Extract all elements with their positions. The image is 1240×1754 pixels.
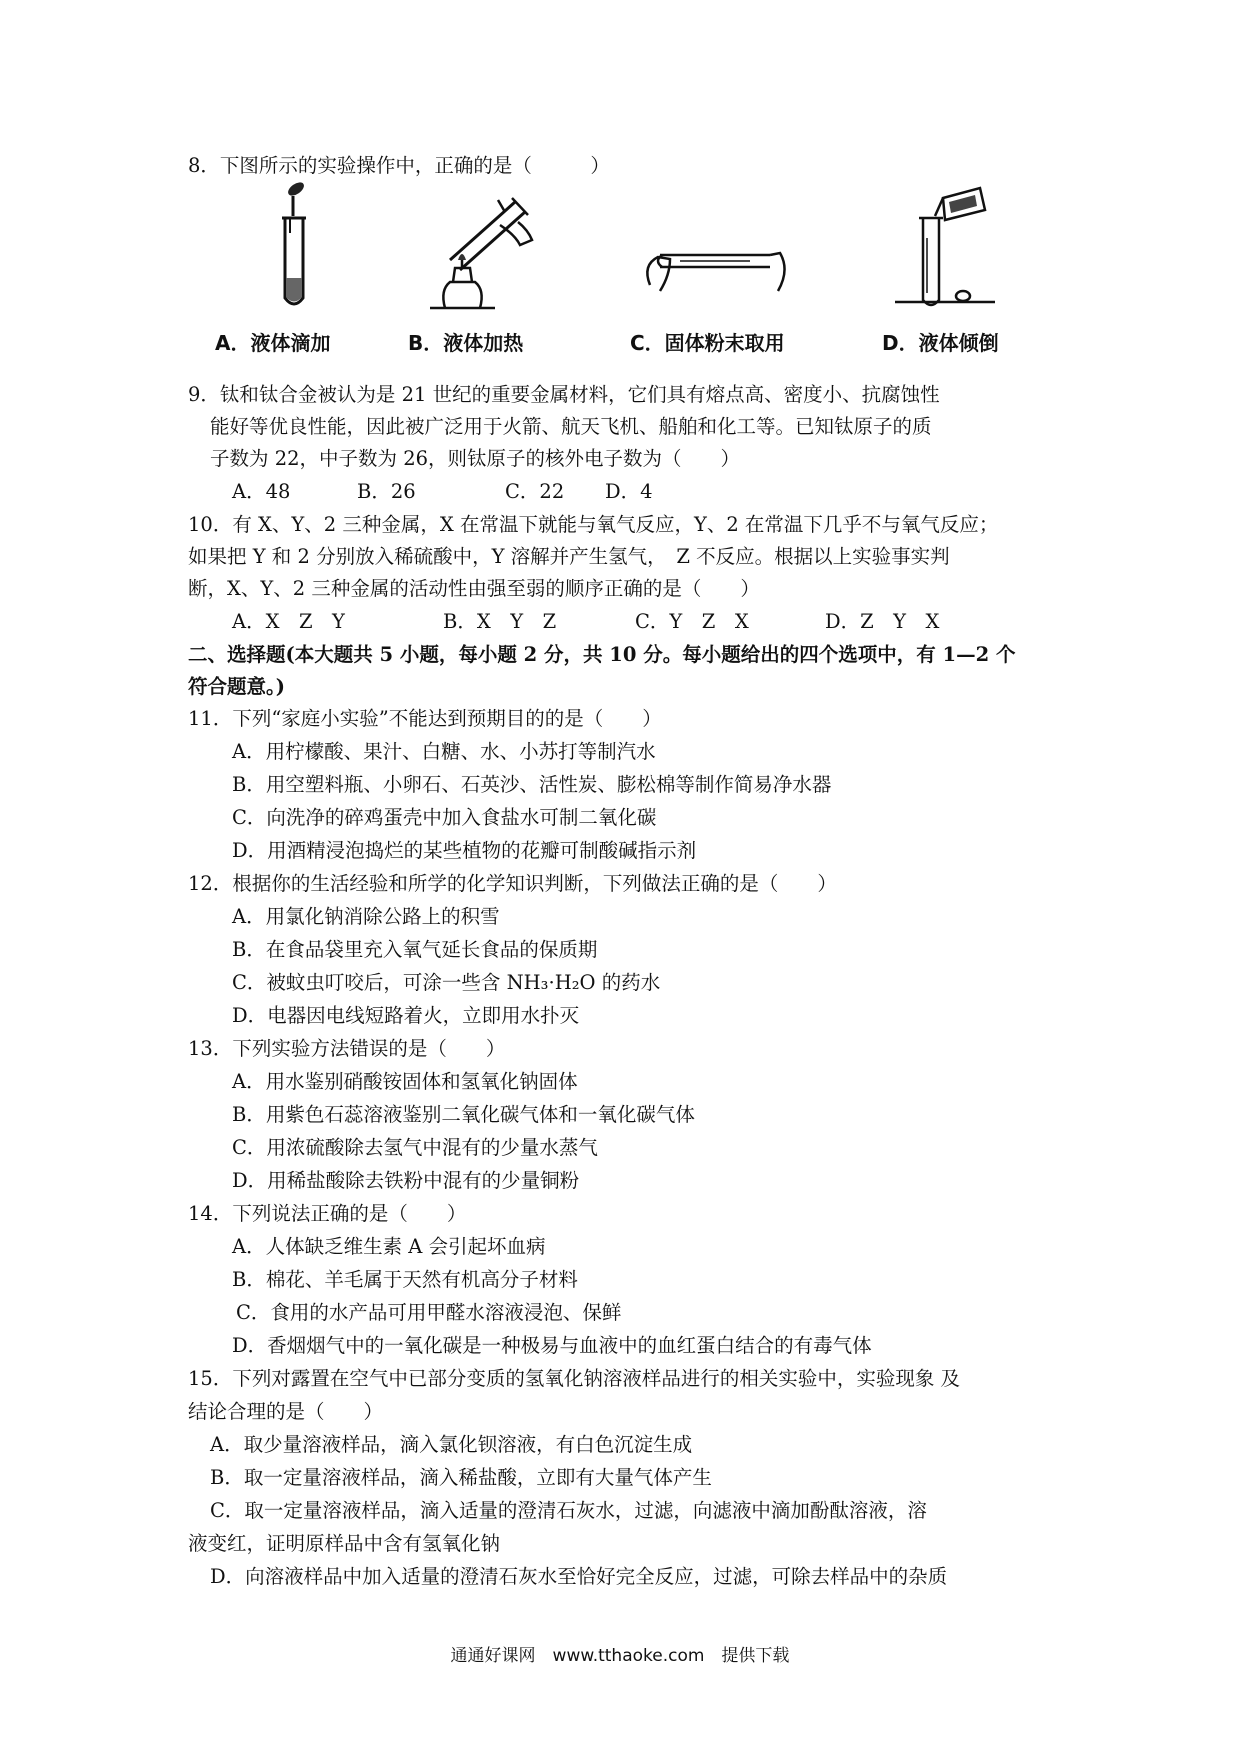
q9-option-d: D．4 [605, 480, 653, 503]
q9-line-1: 9．钛和钛合金被认为是 21 世纪的重要金属材料，它们具有熔点高、密度小、抗腐蚀性 [188, 383, 940, 406]
q9-option-c: C．22 [505, 480, 565, 503]
q15-line-2: 结论合理的是（ ） [188, 1400, 384, 1423]
q8-caption-d: D．液体倾倒 [882, 331, 999, 355]
q15-option-c-line-2: 液变红，证明原样品中含有氢氧化钠 [188, 1532, 501, 1555]
section-2-heading-line-1: 二、选择题(本大题共 5 小题，每小题 2 分，共 10 分。每小题给出的四个选项中，有 1—2 个 [188, 643, 1016, 666]
pouring-liquid-figure [885, 178, 1005, 313]
page-footer: 通通好课网 www.tthaoke.com 提供下载 [450, 1646, 790, 1666]
q12-option-a: A．用氯化钠消除公路上的积雪 [232, 905, 500, 928]
q14-option-a: A．人体缺乏维生素 A 会引起坏血病 [232, 1235, 546, 1258]
q10-line-3: 断，X、Y、2 三种金属的活动性由强至弱的顺序正确的是（ ） [188, 577, 760, 600]
q12-option-d: D．电器因电线短路着火，立即用水扑灭 [232, 1004, 580, 1027]
q10-option-d: D．Z Y X [825, 610, 940, 633]
q15-line-1: 15．下列对露置在空气中已部分变质的氢氧化钠溶液样品进行的相关实验中，实验现象 及 [188, 1367, 961, 1390]
q14-option-d: D．香烟烟气中的一氧化碳是一种极易与血液中的血红蛋白结合的有毒气体 [232, 1334, 872, 1357]
q8-stem: 8．下图所示的实验操作中，正确的是（ ） [188, 154, 610, 177]
q10-line-1: 10．有 X、Y、2 三种金属，X 在常温下就能与氧气反应，Y、2 在常温下几乎不与氧气反应； [188, 513, 999, 536]
q15-option-d: D．向溶液样品中加入适量的澄清石灰水至恰好完全反应，过滤，可除去样品中的杂质 [210, 1565, 948, 1588]
q11-option-b: B．用空塑料瓶、小卵石、石英沙、活性炭、膨松棉等制作简易净水器 [232, 773, 832, 796]
q13-option-b: B．用紫色石蕊溶液鉴别二氧化碳气体和一氧化碳气体 [232, 1103, 695, 1126]
section-2-heading-line-2: 符合题意。) [188, 675, 285, 698]
q12-option-b: B．在食品袋里充入氧气延长食品的保质期 [232, 938, 598, 961]
q10-option-b: B．X Y Z [443, 610, 557, 633]
q13-option-c: C．用浓硫酸除去氢气中混有的少量水蒸气 [232, 1136, 598, 1159]
q10-line-2: 如果把 Y 和 2 分别放入稀硫酸中，Y 溶解并产生氢气， Z 不反应。根据以上实验事实判 [188, 545, 950, 568]
q11-stem: 11．下列“家庭小实验”不能达到预期目的的是（ ） [188, 707, 662, 730]
q14-option-c: C．食用的水产品可用甲醛水溶液浸泡、保鲜 [236, 1301, 622, 1324]
q12-option-c: C．被蚊虫叮咬后，可涂一些含 NH₃·H₂O 的药水 [232, 971, 661, 994]
q15-option-a: A．取少量溶液样品，滴入氯化钡溶液，有白色沉淀生成 [210, 1433, 693, 1456]
dropper-test-tube-figure [265, 178, 345, 313]
q10-option-a: A．X Z Y [232, 610, 345, 633]
q11-option-a: A．用柠檬酸、果汁、白糖、水、小苏打等制汽水 [232, 740, 656, 763]
q8-caption-b: B．液体加热 [408, 331, 524, 355]
q9-line-2: 能好等优良性能，因此被广泛用于火箭、航天飞机、船舶和化工等。已知钛原子的质 [210, 415, 932, 438]
q12-stem: 12．根据你的生活经验和所学的化学知识判断，下列做法正确的是（ ） [188, 872, 837, 895]
q15-option-c-line-1: C．取一定量溶液样品，滴入适量的澄清石灰水，过滤，向滤液中滴加酚酞溶液，溶 [210, 1499, 927, 1522]
q11-option-c: C．向洗净的碎鸡蛋壳中加入食盐水可制二氧化碳 [232, 806, 657, 829]
q9-option-a: A．48 [232, 480, 291, 503]
q14-stem: 14．下列说法正确的是（ ） [188, 1202, 467, 1225]
q13-option-d: D．用稀盐酸除去铁粉中混有的少量铜粉 [232, 1169, 580, 1192]
q8-caption-c: C．固体粉末取用 [630, 331, 785, 355]
q9-option-b: B．26 [357, 480, 416, 503]
q10-option-c: C．Y Z X [635, 610, 749, 633]
q8-caption-a: A．液体滴加 [215, 331, 331, 355]
powder-sampling-figure [640, 225, 790, 305]
heating-liquid-figure [420, 190, 550, 315]
q14-option-b: B．棉花、羊毛属于天然有机高分子材料 [232, 1268, 578, 1291]
q11-option-d: D．用酒精浸泡捣烂的某些植物的花瓣可制酸碱指示剂 [232, 839, 697, 862]
q13-option-a: A．用水鉴别硝酸铵固体和氢氧化钠固体 [232, 1070, 578, 1093]
q9-line-3: 子数为 22，中子数为 26，则钛原子的核外电子数为（ ） [210, 447, 741, 470]
q13-stem: 13．下列实验方法错误的是（ ） [188, 1037, 506, 1060]
q15-option-b: B．取一定量溶液样品，滴入稀盐酸，立即有大量气体产生 [210, 1466, 712, 1489]
